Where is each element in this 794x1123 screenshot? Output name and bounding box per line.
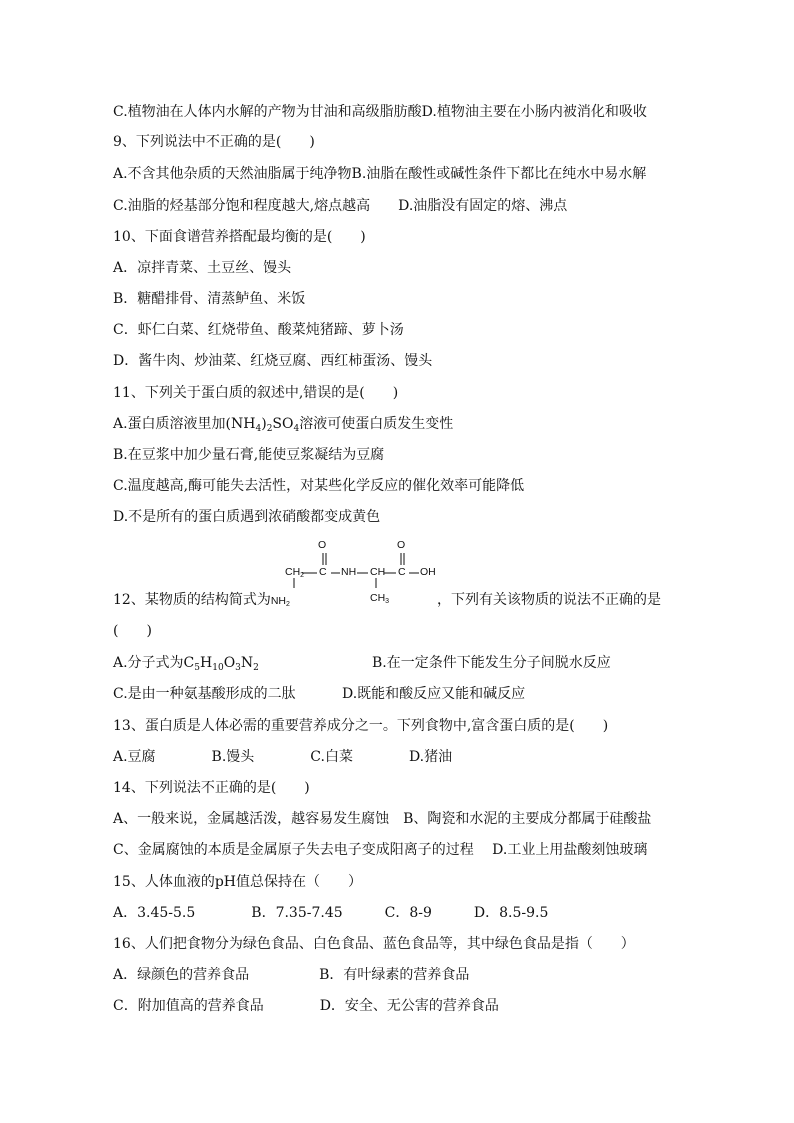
question-12-option-c: C.是由一种氨基酸形成的二肽	[113, 686, 296, 702]
question-10-option-a: A．凉拌青菜、土豆丝、馒头	[113, 260, 292, 276]
question-15-options: A．3.45-5.5 B．7.35-7.45 C．8-9 D．8.5-9.5	[113, 905, 549, 921]
text-segment: A.蛋白质溶液里加(NH	[113, 416, 256, 432]
text-segment: SO	[272, 416, 294, 432]
question-13: 13、蛋白质是人体必需的重要营养成分之一。下列食物中,富含蛋白质的是( )	[113, 718, 609, 734]
subscript: 4	[255, 424, 262, 434]
atom-c: C	[319, 566, 327, 578]
question-16-option-ab: A．绿颜色的营养食品 B．有叶绿素的营养食品	[113, 967, 470, 983]
subscript: 2	[266, 424, 273, 434]
question-16-option-cd: C．附加值高的营养食品 D．安全、无公害的营养食品	[113, 998, 499, 1014]
atom-c: C	[398, 566, 406, 578]
question-12	[113, 592, 290, 613]
question-12-option-a: A.分子式为$C_5H_{10}O_3N_2$	[113, 655, 259, 673]
group-nh2: NH2	[270, 595, 290, 608]
group-nh: NH	[341, 566, 357, 578]
question-13-options: A.豆腐 B.馒头 C.白菜 D.猪油	[113, 749, 453, 765]
question-9-option-ab: A.不含其他杂质的天然油脂属于纯净物B.油脂在酸性或碱性条件下都比在纯水中易水解	[113, 166, 647, 182]
text-line: C.植物油在人体内水解的产物为甘油和高级脂肪酸D.植物油主要在小肠内被消化和吸收	[113, 104, 647, 120]
subscript: 4	[293, 424, 300, 434]
group-ch2: CH2	[285, 566, 305, 579]
question-9: 9、下列说法中不正确的是( )	[113, 134, 315, 150]
text-segment: 溶液可使蛋白质发生变性	[299, 416, 454, 432]
group-ch3: CH3	[370, 592, 390, 605]
question-10-option-d: D．酱牛肉、炒油菜、红烧豆腐、西红柿蛋汤、馒头	[113, 353, 433, 369]
group-oh: OH	[420, 566, 436, 578]
question-10-option-c: C．虾仁白菜、红烧带鱼、酸菜炖猪蹄、萝卜汤	[113, 322, 404, 338]
question-14-option-ab: A、一般来说，金属越活泼，越容易发生腐蚀 B、陶瓷和水泥的主要成分都属于硅酸盐	[113, 811, 652, 827]
question-12-tail: ，下列有关该物质的说法不正确的是	[437, 592, 661, 608]
text-segment: )	[261, 416, 267, 432]
question-10-option-b: B．糖醋排骨、清蒸鲈鱼、米饭	[113, 291, 306, 307]
group-ch: CH	[370, 566, 386, 578]
question-11: 11、下列关于蛋白质的叙述中,错误的是( )	[113, 385, 399, 401]
question-12-option-d: D.既能和酸反应又能和碱反应	[342, 686, 526, 702]
question-11-option-b: B.在豆浆中加少量石膏,能使豆浆凝结为豆腐	[113, 447, 385, 463]
question-12-paren: ( )	[113, 623, 152, 639]
atom-o: O	[397, 539, 406, 551]
question-15: 15、人体血液的pH值总保持在（ ）	[113, 874, 362, 890]
atom-o: O	[318, 539, 327, 551]
question-11-option-d: D.不是所有的蛋白质遇到浓硝酸都变成黄色	[113, 509, 381, 525]
question-11-option-c: C.温度越高,酶可能失去活性，对某些化学反应的催化效率可能降低	[113, 478, 525, 494]
question-14: 14、下列说法不正确的是( )	[113, 780, 310, 796]
question-12-option-b: B.在一定条件下能发生分子间脱水反应	[372, 655, 611, 671]
question-10: 10、下面食谱营养搭配最均衡的是( )	[113, 229, 366, 245]
question-12-lead: 12、某物质的结构简式为	[113, 592, 271, 608]
question-16: 16、人们把食物分为绿色食品、白色食品、蓝色食品等，其中绿色食品是指（ ）	[113, 936, 635, 952]
question-11-option-a	[113, 416, 453, 437]
question-9-option-cd: C.油脂的烃基部分饱和程度越大,熔点越高 D.油脂没有固定的熔、沸点	[113, 198, 568, 214]
question-14-option-cd: C、金属腐蚀的本质是金属原子失去电子变成阳离子的过程 D.工业上用盐酸刻蚀玻璃	[113, 842, 648, 858]
